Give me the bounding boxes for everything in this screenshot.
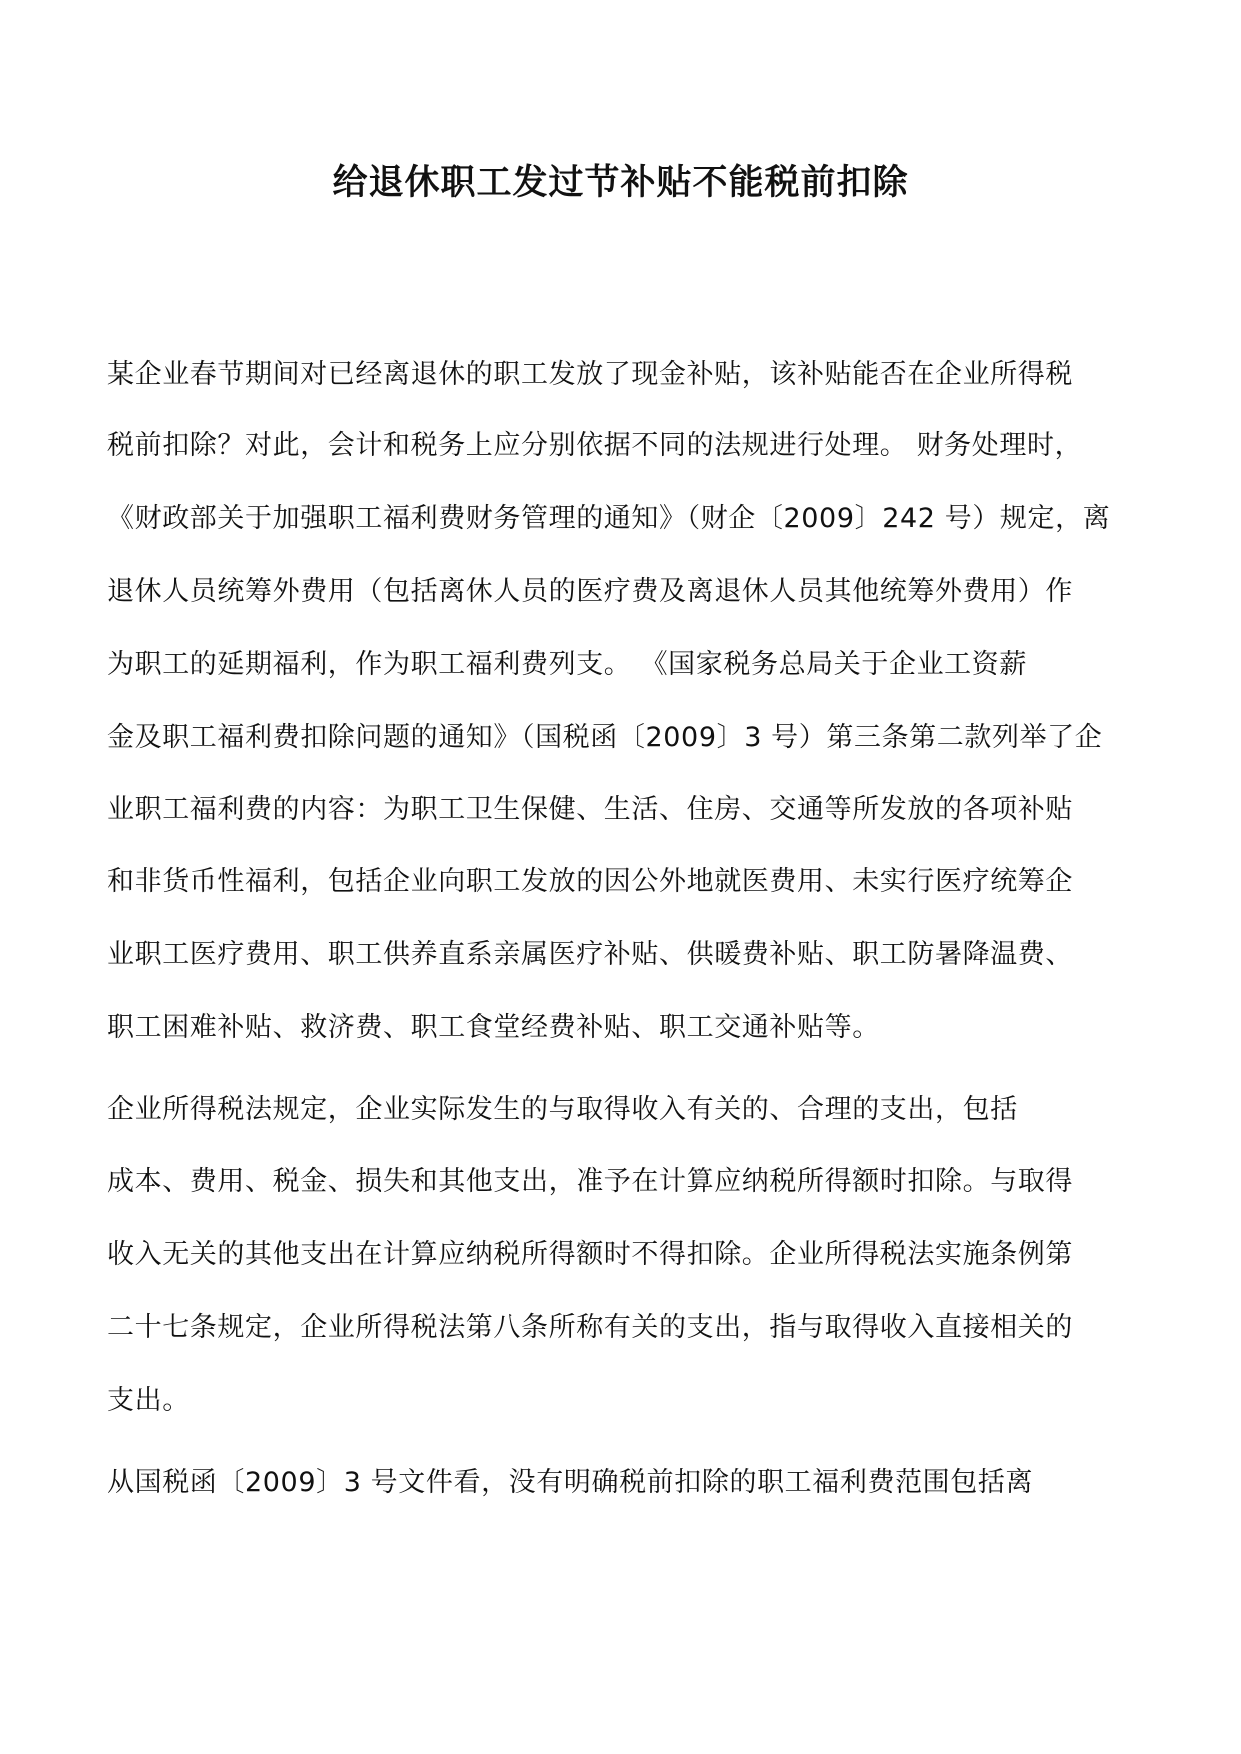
body-line-13: 收入无关的其他支出在计算应纳税所得额时不得扣除。企业所得税法实施条例第 xyxy=(107,1239,1073,1270)
body-line-2: 税前扣除？对此，会计和税务上应分别依据不同的法规进行处理。 财务处理时， xyxy=(107,430,1083,461)
body-line-15: 支出。 xyxy=(107,1385,190,1416)
body-line-6: 金及职工福利费扣除问题的通知》（国税函〔2009〕3 号）第三条第二款列举了企 xyxy=(107,722,1103,753)
body-line-3: 《财政部关于加强职工福利费财务管理的通知》（财企〔2009〕242 号）规定，离 xyxy=(107,503,1111,534)
body-line-16: 从国税函〔2009〕3 号文件看，没有明确税前扣除的职工福利费范围包括离 xyxy=(107,1467,1034,1498)
body-line-7: 业职工福利费的内容：为职工卫生保健、生活、住房、交通等所发放的各项补贴 xyxy=(107,794,1073,825)
body-line-4: 退休人员统筹外费用（包括离休人员的医疗费及离退休人员其他统筹外费用）作 xyxy=(107,576,1073,607)
document-title: 给退休职工发过节补贴不能税前扣除 xyxy=(332,163,909,203)
body-line-1: 某企业春节期间对已经离退休的职工发放了现金补贴，该补贴能否在企业所得税 xyxy=(107,359,1073,390)
body-line-11: 企业所得税法规定，企业实际发生的与取得收入有关的、合理的支出，包括 xyxy=(107,1094,1018,1125)
body-line-9: 业职工医疗费用、职工供养直系亲属医疗补贴、供暖费补贴、职工防暑降温费、 xyxy=(107,939,1073,970)
body-line-10: 职工困难补贴、救济费、职工食堂经费补贴、职工交通补贴等。 xyxy=(107,1012,880,1043)
body-line-12: 成本、费用、税金、损失和其他支出，准予在计算应纳税所得额时扣除。与取得 xyxy=(107,1166,1073,1197)
body-line-14: 二十七条规定，企业所得税法第八条所称有关的支出，指与取得收入直接相关的 xyxy=(107,1312,1073,1343)
body-line-8: 和非货币性福利，包括企业向职工发放的因公外地就医费用、未实行医疗统筹企 xyxy=(107,866,1073,897)
body-line-5: 为职工的延期福利，作为职工福利费列支。 《国家税务总局关于企业工资薪 xyxy=(107,649,1027,680)
